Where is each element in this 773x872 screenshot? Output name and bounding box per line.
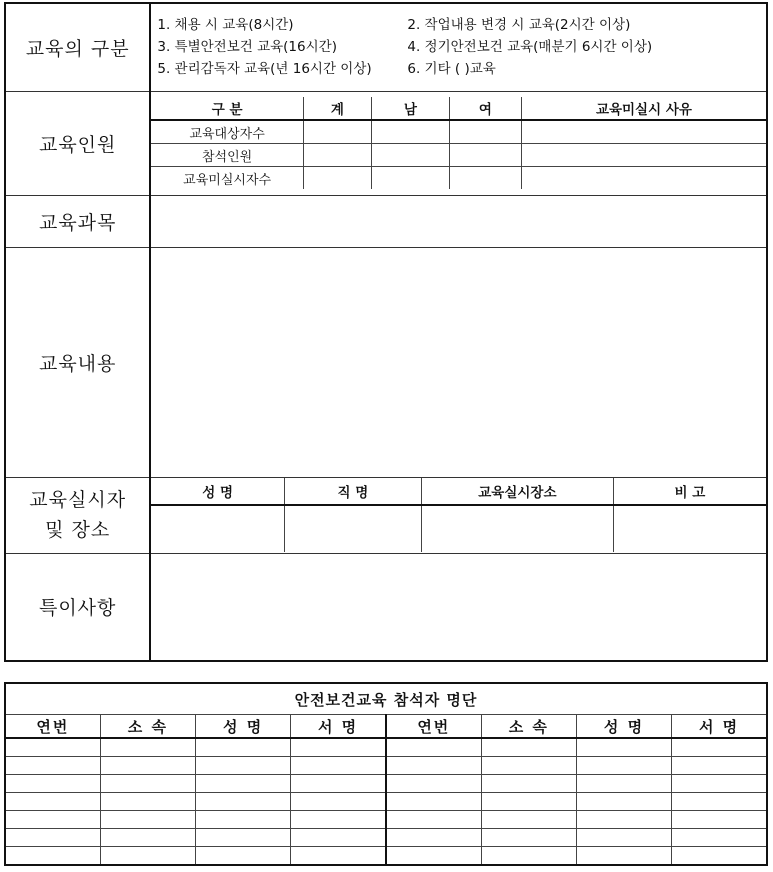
roster-title-row — [5, 683, 767, 715]
roster-cell-dept-left[interactable] — [100, 847, 195, 866]
roster-cell-no-right[interactable] — [386, 829, 481, 847]
target-total-field[interactable] — [303, 120, 371, 144]
notes-field[interactable] — [150, 553, 767, 661]
roster-cell-sign-left[interactable] — [291, 757, 386, 775]
instructor-row — [5, 477, 767, 553]
notes-label: 특이사항 — [5, 553, 150, 661]
roster-cell-name-right[interactable] — [576, 775, 671, 793]
target-reason-field[interactable] — [521, 120, 766, 144]
personnel-label: 교육인원 — [5, 91, 150, 195]
roster-row — [5, 757, 767, 775]
roster-cell-no-right[interactable] — [386, 775, 481, 793]
roster-cell-name-left[interactable] — [195, 847, 290, 866]
subject-field[interactable] — [150, 195, 767, 247]
personnel-target-label: 교육대상자수 — [151, 120, 303, 144]
instructor-table — [151, 478, 766, 552]
roster-cell-dept-left[interactable] — [100, 738, 195, 757]
personnel-header-reason: 교육미실시 사유 — [521, 97, 766, 120]
roster-cell-dept-right[interactable] — [481, 775, 576, 793]
roster-cell-dept-right[interactable] — [481, 757, 576, 775]
instructor-cell — [150, 477, 767, 553]
absent-reason-field[interactable] — [521, 167, 766, 190]
attend-reason-field[interactable] — [521, 144, 766, 167]
roster-cell-dept-right[interactable] — [481, 847, 576, 866]
attend-male-field[interactable] — [371, 144, 449, 167]
personnel-row — [5, 91, 767, 195]
absent-female-field[interactable] — [449, 167, 521, 190]
instructor-data-row — [151, 505, 766, 552]
personnel-attend-row — [151, 144, 766, 167]
roster-cell-sign-left[interactable] — [291, 738, 386, 757]
instructor-label — [5, 477, 150, 553]
roster-cell-no-left[interactable] — [5, 793, 100, 811]
roster-cell-dept-right[interactable] — [481, 829, 576, 847]
personnel-cell — [150, 91, 767, 195]
roster-cell-name-left[interactable] — [195, 775, 290, 793]
target-female-field[interactable] — [449, 120, 521, 144]
instructor-position-field[interactable] — [284, 505, 421, 552]
roster-header-sign-left: 서 명 — [291, 715, 386, 739]
personnel-header-female: 여 — [449, 97, 521, 120]
roster-cell-no-right[interactable] — [386, 847, 481, 866]
roster-row — [5, 738, 767, 757]
roster-cell-sign-left[interactable] — [291, 793, 386, 811]
instructor-header-place: 교육실시장소 — [421, 478, 613, 505]
roster-cell-name-left[interactable] — [195, 811, 290, 829]
roster-header-name-left: 성 명 — [195, 715, 290, 739]
instructor-header-remark: 비 고 — [613, 478, 766, 505]
content-field[interactable] — [150, 247, 767, 477]
instructor-place-field[interactable] — [421, 505, 613, 552]
roster-title: 안전보건교육 참석자 명단 — [5, 683, 767, 715]
option-3[interactable]: 3. 특별안전보건 교육(16시간) — [157, 39, 337, 56]
personnel-header-male: 남 — [371, 97, 449, 120]
instructor-remark-field[interactable] — [613, 505, 766, 552]
instructor-label-line2: 및 장소 — [45, 519, 111, 541]
roster-cell-sign-right[interactable] — [672, 775, 767, 793]
roster-cell-name-left[interactable] — [195, 793, 290, 811]
roster-cell-name-right[interactable] — [576, 829, 671, 847]
roster-row — [5, 847, 767, 866]
personnel-absent-row — [151, 167, 766, 190]
roster-cell-name-left[interactable] — [195, 829, 290, 847]
education-type-options — [150, 3, 767, 91]
roster-cell-dept-left[interactable] — [100, 757, 195, 775]
roster-cell-name-left[interactable] — [195, 757, 290, 775]
roster-cell-no-right[interactable] — [386, 738, 481, 757]
roster-cell-dept-left[interactable] — [100, 811, 195, 829]
instructor-header-row — [151, 478, 766, 505]
roster-cell-sign-right[interactable] — [672, 757, 767, 775]
roster-cell-sign-right[interactable] — [672, 738, 767, 757]
roster-cell-no-left[interactable] — [5, 757, 100, 775]
personnel-absent-label: 교육미실시자수 — [151, 167, 303, 190]
option-6[interactable]: 6. 기타 ( )교육 — [407, 61, 496, 78]
roster-cell-dept-left[interactable] — [100, 793, 195, 811]
roster-cell-name-right[interactable] — [576, 738, 671, 757]
roster-cell-name-right[interactable] — [576, 757, 671, 775]
personnel-header-row — [151, 97, 766, 120]
roster-cell-no-left[interactable] — [5, 847, 100, 866]
roster-cell-no-left[interactable] — [5, 775, 100, 793]
instructor-header-name: 성 명 — [151, 478, 284, 505]
roster-cell-dept-left[interactable] — [100, 775, 195, 793]
roster-cell-name-right[interactable] — [576, 847, 671, 866]
roster-header-sign-right: 서 명 — [672, 715, 767, 739]
option-4[interactable]: 4. 정기안전보건 교육(매분기 6시간 이상) — [407, 39, 653, 56]
roster-cell-no-right[interactable] — [386, 757, 481, 775]
roster-header-dept-left: 소 속 — [100, 715, 195, 739]
subject-row — [5, 195, 767, 247]
roster-cell-sign-right[interactable] — [672, 793, 767, 811]
personnel-attend-label: 참석인원 — [151, 144, 303, 167]
roster-cell-no-left[interactable] — [5, 829, 100, 847]
option-2[interactable]: 2. 작업내용 변경 시 교육(2시간 이상) — [407, 17, 631, 34]
roster-cell-no-right[interactable] — [386, 793, 481, 811]
personnel-header-total: 계 — [303, 97, 371, 120]
notes-row — [5, 553, 767, 661]
roster-cell-no-left[interactable] — [5, 811, 100, 829]
instructor-name-field[interactable] — [151, 505, 284, 552]
option-1[interactable]: 1. 채용 시 교육(8시간) — [157, 17, 294, 34]
roster-header-name-right: 성 명 — [576, 715, 671, 739]
roster-row — [5, 829, 767, 847]
roster-cell-dept-right[interactable] — [481, 811, 576, 829]
personnel-header-category: 구 분 — [151, 97, 303, 120]
roster-cell-sign-left[interactable] — [291, 847, 386, 866]
roster-row — [5, 793, 767, 811]
roster-cell-no-right[interactable] — [386, 811, 481, 829]
roster-cell-dept-left[interactable] — [100, 829, 195, 847]
roster-cell-sign-right[interactable] — [672, 811, 767, 829]
roster-cell-dept-right[interactable] — [481, 738, 576, 757]
roster-cell-no-left[interactable] — [5, 738, 100, 757]
instructor-label-line1: 교육실시자 — [29, 489, 127, 511]
education-form — [4, 2, 768, 662]
roster-cell-name-right[interactable] — [576, 811, 671, 829]
roster-cell-name-left[interactable] — [195, 738, 290, 757]
absent-total-field[interactable] — [303, 167, 371, 190]
attend-total-field[interactable] — [303, 144, 371, 167]
roster-cell-dept-right[interactable] — [481, 793, 576, 811]
roster-row — [5, 775, 767, 793]
roster-header-dept-right: 소 속 — [481, 715, 576, 739]
personnel-target-row — [151, 120, 766, 144]
instructor-header-position: 직 명 — [284, 478, 421, 505]
absent-male-field[interactable] — [371, 167, 449, 190]
option-5[interactable]: 5. 관리감독자 교육(년 16시간 이상) — [157, 61, 372, 78]
content-row — [5, 247, 767, 477]
roster-cell-sign-left[interactable] — [291, 829, 386, 847]
roster-cell-name-right[interactable] — [576, 793, 671, 811]
education-type-label: 교육의 구분 — [5, 3, 150, 91]
roster-cell-sign-left[interactable] — [291, 775, 386, 793]
roster-cell-sign-right[interactable] — [672, 829, 767, 847]
roster-row — [5, 811, 767, 829]
content-label: 교육내용 — [5, 247, 150, 477]
target-male-field[interactable] — [371, 120, 449, 144]
attend-female-field[interactable] — [449, 144, 521, 167]
roster-header-no-right: 연번 — [386, 715, 481, 739]
roster-header-row — [5, 715, 767, 739]
roster-cell-sign-left[interactable] — [291, 811, 386, 829]
education-type-row — [5, 3, 767, 91]
roster-cell-sign-right[interactable] — [672, 847, 767, 866]
personnel-table — [151, 97, 766, 189]
attendee-roster — [4, 682, 768, 866]
roster-header-no-left: 연번 — [5, 715, 100, 739]
subject-label: 교육과목 — [5, 195, 150, 247]
